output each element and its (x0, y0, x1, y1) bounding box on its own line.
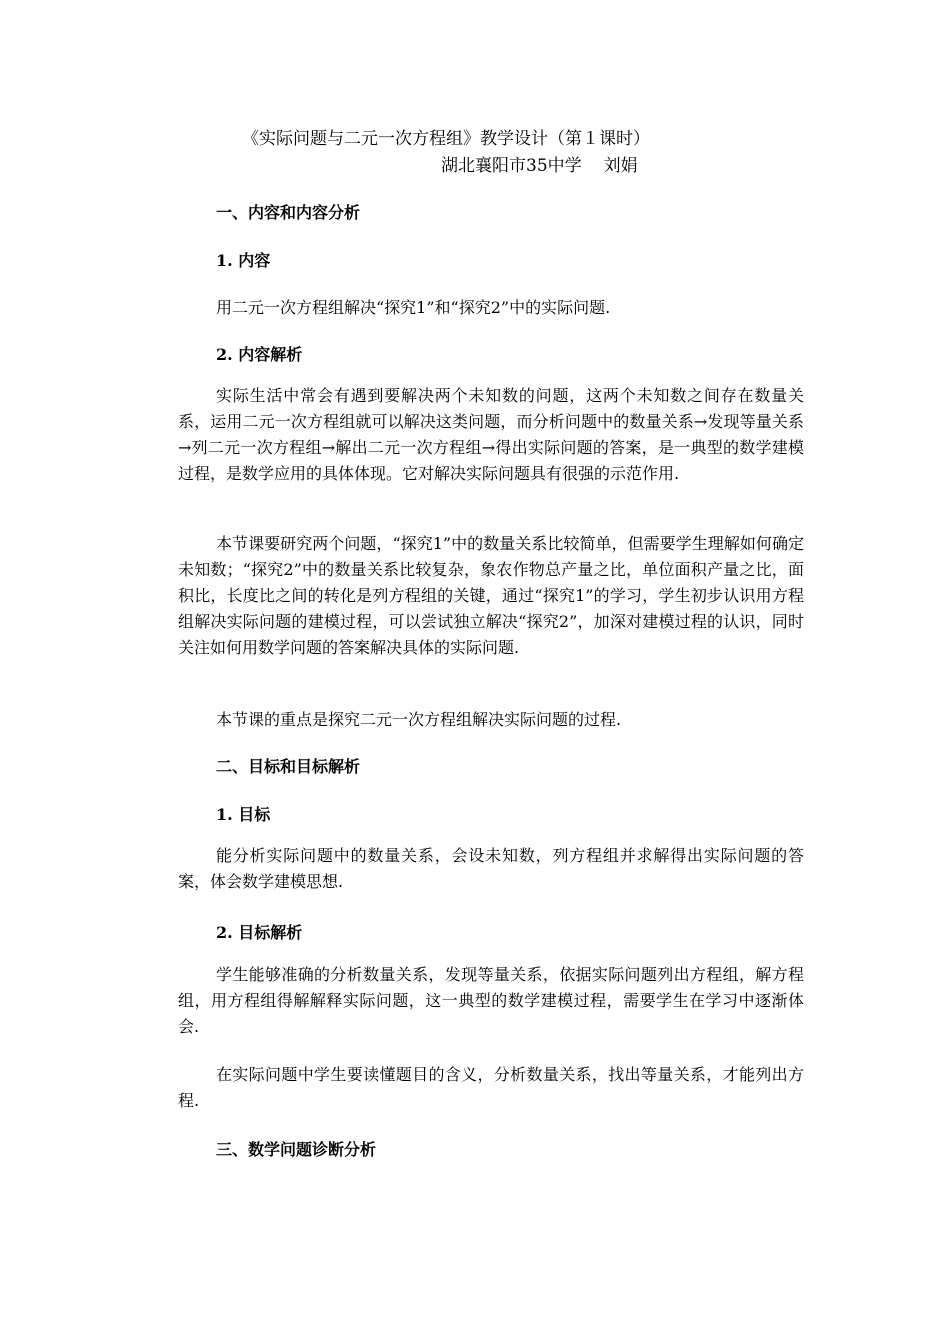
section-1-heading: 一、内容和内容分析 (216, 203, 361, 222)
section-1-1-heading: 1. 内容 (216, 251, 271, 270)
section-2-2-paragraph-1: 学生能够准确的分析数量关系，发现等量关系，依据实际问题列出方程组，解方程组，用方程组得解解释实际问题，这一典型的数学建模过程，需要学生在学习中逐渐体会. (178, 965, 804, 1036)
section-1-1-text: 用二元一次方程组解决“探究1”和“探究2”中的实际问题. (216, 298, 611, 317)
document-title: 《实际问题与二元一次方程组》教学设计（第１课时） (242, 129, 650, 149)
section-2-heading: 二、目标和目标解析 (216, 757, 361, 776)
section-1-2-paragraph-2: 本节课要研究两个问题，“探究1”中的数量关系比较简单，但需要学生理解如何确定未知数；“探究2”中的数量关系比较复杂，象农作物总产量之比，单位面积产量之比，面积比，长度比之间的转化是列方程组的关键，通过“探究1”的学习，学生初步认识用方程组解决实际问题的建模过程，可以尝试独立解决“探究2”，加深对建模过程的认识，同时关注如何用数学问题的答案解决具体的实际问题. (178, 534, 804, 657)
section-2-1-text: 能分析实际问题中的数量关系，会设未知数，列方程组并求解得出实际问题的答案，体会数学建模思想. (178, 846, 804, 891)
section-1-2-paragraph-1: 实际生活中常会有遇到要解决两个未知数的问题，这两个未知数之间存在数量关系，运用二元一次方程组就可以解决这类问题，而分析问题中的数量关系→发现等量关系→列二元一次方程组→解出二元一次方程组→得出实际问题的答案，是一典型的数学建模过程，是数学应用的具体体现。它对解决实际问题具有很强的示范作用. (178, 386, 804, 483)
section-2-2-heading: 2. 目标解析 (216, 923, 303, 942)
section-2-1-heading: 1. 目标 (216, 805, 271, 824)
section-3-heading: 三、数学问题诊断分析 (216, 1140, 377, 1159)
section-1-2-heading: 2. 内容解析 (216, 345, 303, 364)
section-1-2-paragraph-3: 本节课的重点是探究二元一次方程组解决实际问题的过程. (216, 710, 622, 729)
section-2-2-paragraph-2: 在实际问题中学生要读懂题目的含义，分析数量关系，找出等量关系，才能列出方程. (178, 1065, 804, 1110)
author-name: 刘娟 (603, 156, 638, 176)
author-line (441, 151, 638, 176)
author-school: 湖北襄阳市35中学 (441, 156, 582, 176)
